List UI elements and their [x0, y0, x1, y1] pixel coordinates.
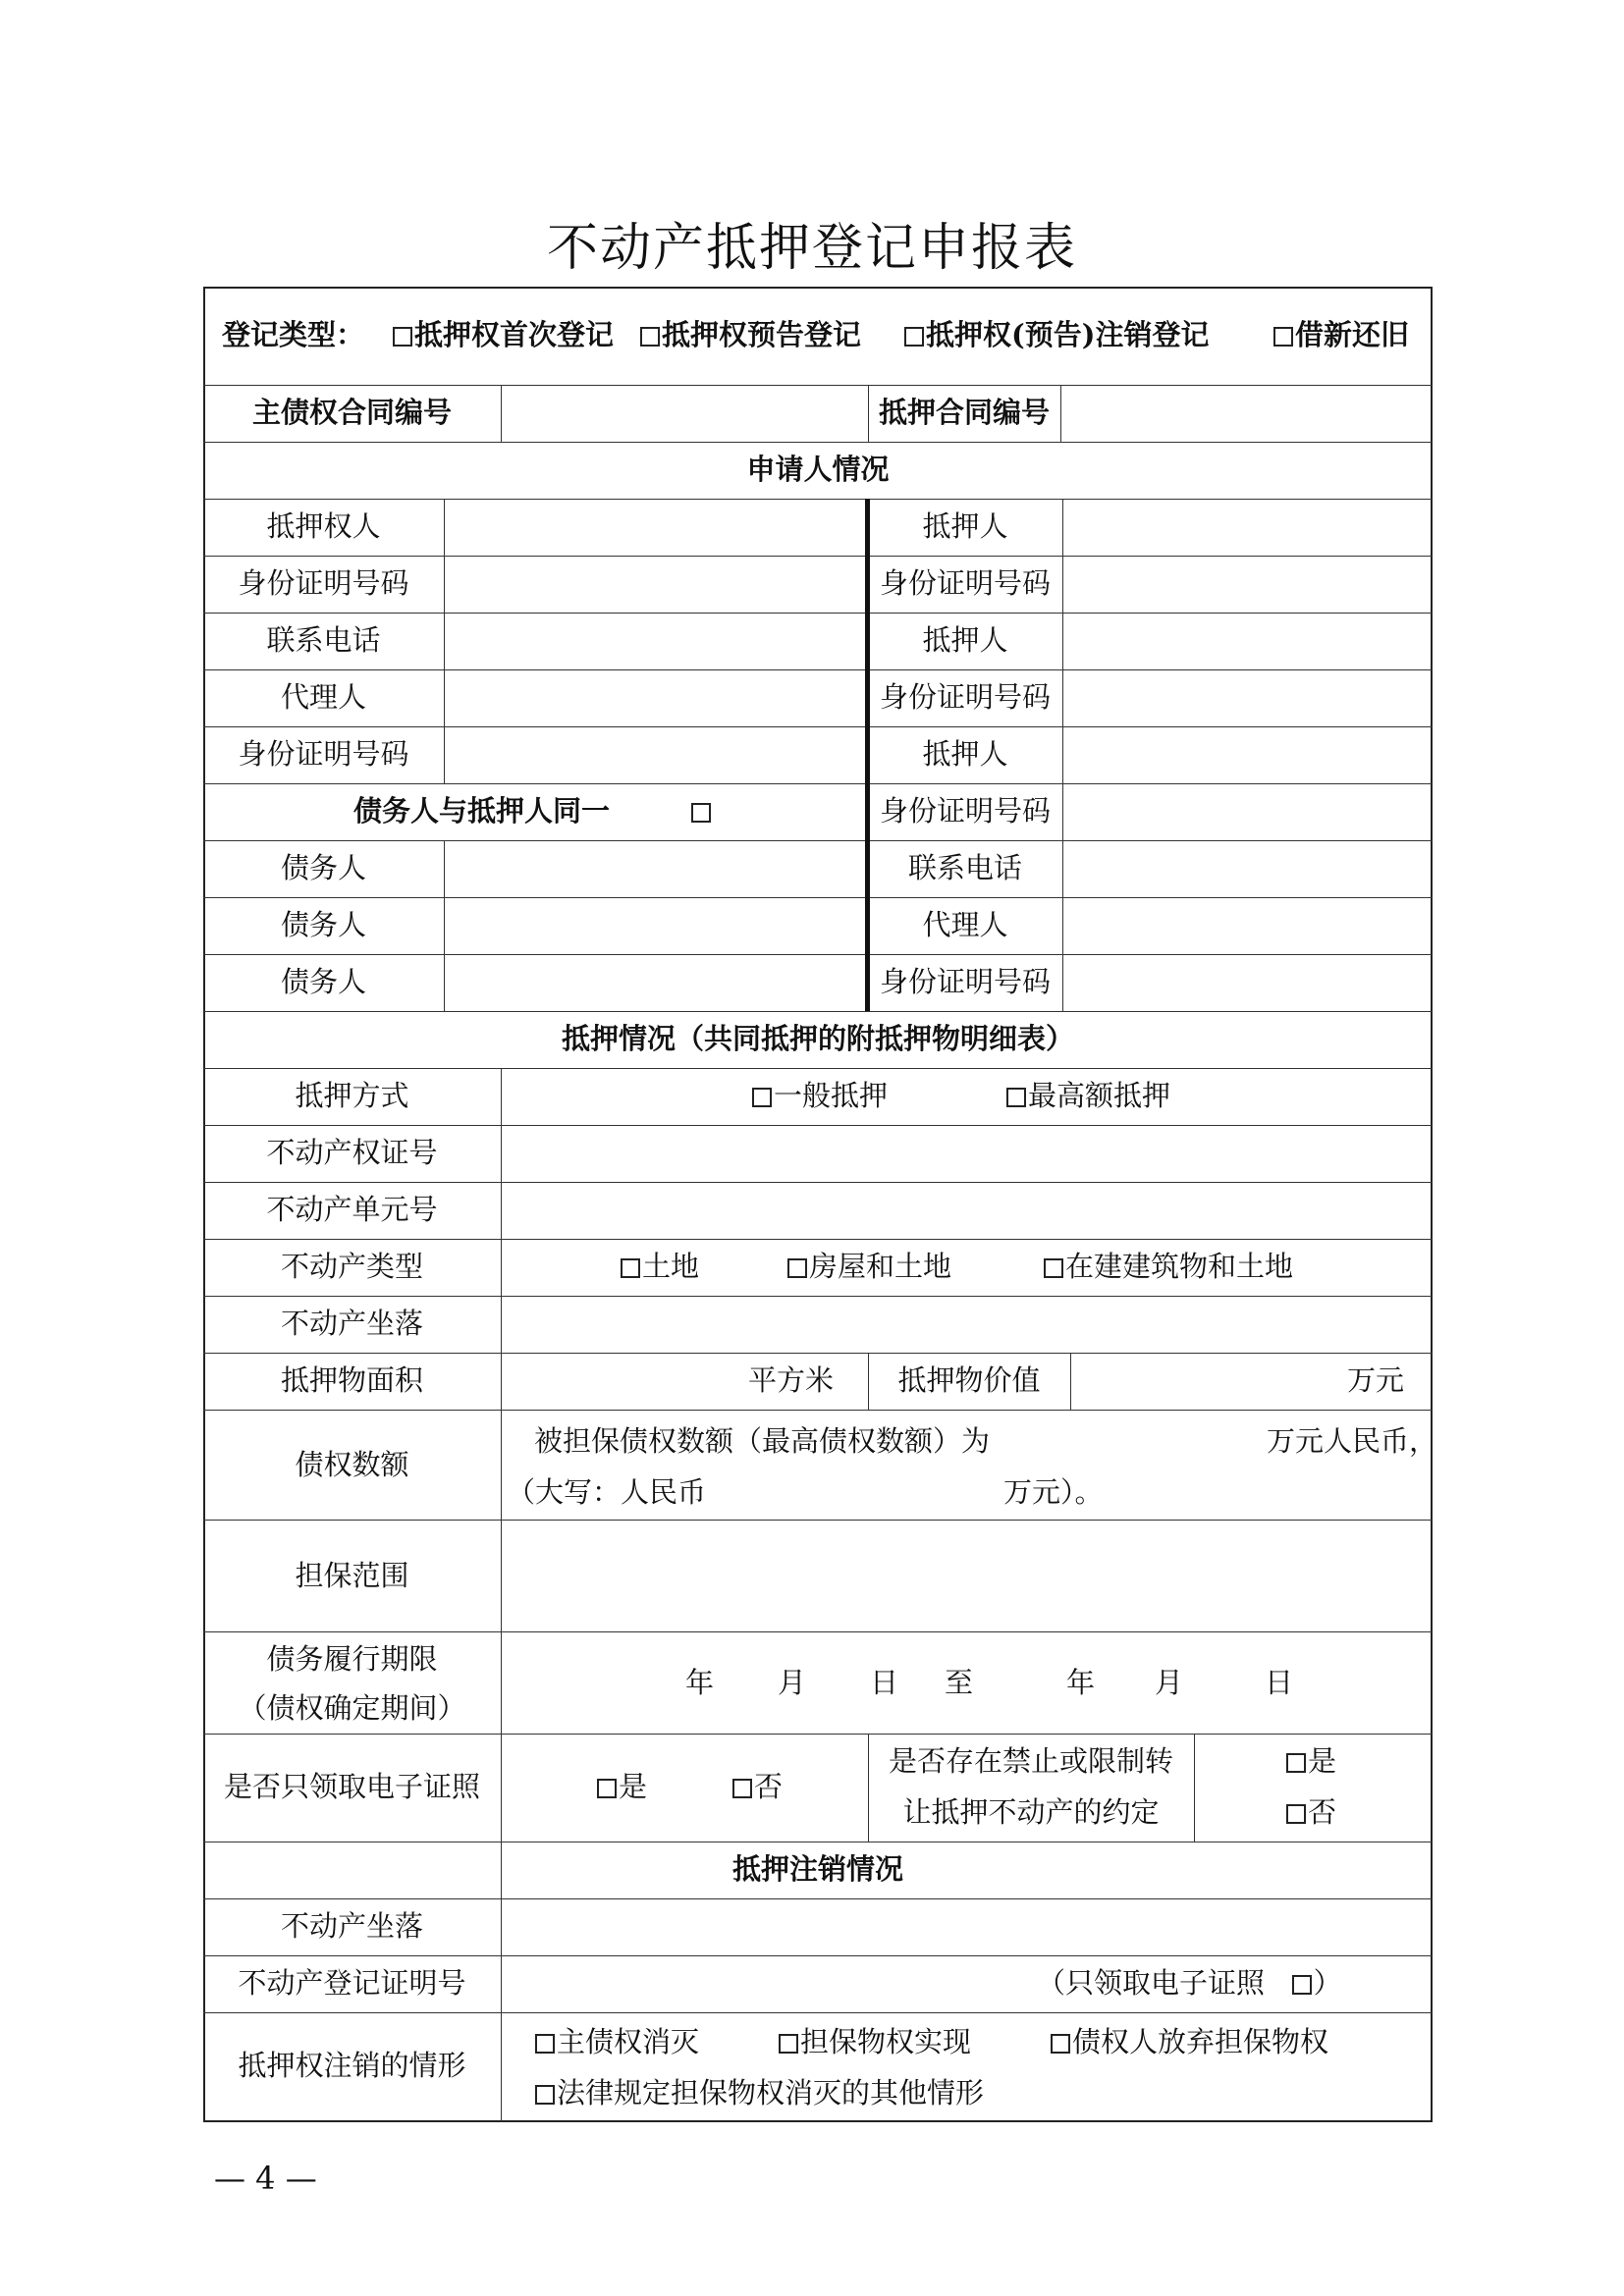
debtor-label: 债务人: [280, 851, 366, 884]
term-end-day: 日: [1265, 1666, 1294, 1699]
phone-label: 联系电话: [266, 623, 381, 657]
row-divider: [203, 954, 1433, 955]
id-number-label: 身份证明号码: [879, 794, 1051, 828]
row-divider: [203, 556, 1433, 557]
restriction-label-2: 让抵押不动产的约定: [902, 1795, 1160, 1829]
value-label: 抵押物价值: [897, 1363, 1041, 1397]
property-unit-label: 不动产单元号: [266, 1193, 438, 1226]
row-divider: [203, 897, 1433, 898]
mortgage-contract-label: 抵押合同编号: [878, 396, 1050, 429]
cancel-ecert-note[interactable]: （只领取电子证照 ）: [1037, 1966, 1342, 2000]
cancel-location-label: 不动产坐落: [280, 1909, 423, 1943]
mortgagor-label: 抵押人: [922, 737, 1008, 771]
ecert-no-option[interactable]: 否: [732, 1773, 783, 1801]
checkbox[interactable]: [1286, 1804, 1306, 1824]
checkbox[interactable]: [1006, 1088, 1026, 1107]
row-divider: [203, 840, 1433, 841]
row-divider: [203, 1734, 1433, 1735]
checkbox[interactable]: [779, 2034, 798, 2054]
checkbox[interactable]: [535, 2085, 555, 2105]
mortgagor-label: 抵押人: [922, 509, 1008, 543]
row-divider: [203, 1353, 1433, 1354]
agent-label: 代理人: [922, 908, 1008, 941]
cancel-reason-label: 抵押权注销的情形: [238, 2049, 466, 2082]
row-divider: [203, 1410, 1433, 1411]
checkbox[interactable]: [904, 327, 924, 347]
debtor-same-label: 债务人与抵押人同一: [353, 794, 611, 828]
checkbox[interactable]: [393, 327, 412, 347]
col-divider: [1062, 499, 1063, 1011]
debtor-label: 债务人: [280, 908, 366, 941]
id-number-label: 身份证明号码: [238, 737, 409, 771]
row-divider: [203, 1011, 1433, 1012]
row-divider: [203, 1239, 1433, 1240]
registration-type-label: 登记类型：: [222, 318, 365, 351]
row-divider: [203, 385, 1433, 386]
row-divider: [203, 442, 1433, 443]
value-unit: 万元: [1347, 1363, 1405, 1397]
col-divider: [1070, 1353, 1071, 1410]
type-construction-option[interactable]: 在建建筑物和土地: [1044, 1253, 1293, 1281]
agent-label: 代理人: [280, 680, 366, 714]
id-number-label: 身份证明号码: [879, 566, 1051, 600]
term-to: 至: [945, 1666, 974, 1699]
term-end-month: 月: [1155, 1666, 1184, 1699]
id-number-label: 身份证明号码: [879, 965, 1051, 998]
property-location-label: 不动产坐落: [280, 1307, 423, 1340]
row-divider: [203, 1520, 1433, 1521]
row-divider: [203, 1125, 1433, 1126]
checkbox[interactable]: [597, 1779, 617, 1798]
checkbox[interactable]: [1051, 2034, 1070, 2054]
mortgagor-label: 抵押人: [922, 623, 1008, 657]
checkbox[interactable]: [732, 1779, 752, 1798]
cancel-section-title: 抵押注销情况: [731, 1852, 903, 1886]
id-number-label: 身份证明号码: [879, 680, 1051, 714]
ecert-only-label: 是否只领取电子证照: [223, 1770, 480, 1803]
checkbox[interactable]: [621, 1258, 640, 1278]
col-divider: [501, 385, 502, 442]
col-divider: [501, 1068, 502, 2122]
term-label: 债务履行期限: [266, 1642, 438, 1676]
property-cert-label: 不动产权证号: [266, 1136, 438, 1169]
amount-caps-b: 万元）。: [1003, 1475, 1104, 1509]
cancel-cert-label: 不动产登记证明号: [238, 1966, 466, 2000]
row-divider: [203, 1068, 1433, 1069]
registration-option-renew[interactable]: 借新还旧: [1273, 321, 1409, 349]
method-general-option[interactable]: 一般抵押: [752, 1082, 888, 1110]
mortgage-method-label: 抵押方式: [295, 1079, 409, 1112]
restriction-yes-option[interactable]: 是: [1286, 1747, 1336, 1776]
row-divider: [203, 1898, 1433, 1899]
checkbox[interactable]: [1044, 1258, 1063, 1278]
col-divider: [444, 499, 445, 783]
mortgage-section-title: 抵押情况（共同抵押的附抵押物明细表）: [561, 1022, 1074, 1055]
row-divider: [203, 1182, 1433, 1183]
amount-label: 债权数额: [295, 1448, 409, 1481]
term-start-year: 年: [685, 1666, 715, 1699]
method-maximum-option[interactable]: 最高额抵押: [1006, 1082, 1170, 1110]
mortgagee-label: 抵押权人: [266, 509, 381, 543]
amount-text-b: 万元人民币，: [1267, 1424, 1438, 1458]
term-sub-label: （债权确定期间）: [238, 1691, 466, 1725]
checkbox[interactable]: [1286, 1753, 1306, 1773]
main-contract-label: 主债权合同编号: [251, 396, 452, 429]
type-land-option[interactable]: 土地: [621, 1253, 699, 1281]
term-start-day: 日: [870, 1666, 899, 1699]
ecert-yes-option[interactable]: 是: [597, 1773, 647, 1801]
page-number: — 4 —: [214, 2160, 317, 2197]
row-divider: [203, 1631, 1433, 1632]
debtor-label: 债务人: [280, 965, 366, 998]
row-divider: [203, 499, 1433, 500]
registration-option-advance[interactable]: 抵押权预告登记: [640, 321, 861, 349]
col-divider: [1194, 1734, 1195, 1842]
reason-security-realized[interactable]: 担保物权实现: [779, 2028, 971, 2056]
debtor-same-checkbox[interactable]: [691, 797, 713, 826]
checkbox[interactable]: [640, 327, 660, 347]
area-label: 抵押物面积: [280, 1363, 423, 1397]
reason-debt-extinguished[interactable]: 主债权消灭: [535, 2028, 699, 2056]
col-divider: [444, 840, 445, 1011]
row-divider: [203, 669, 1433, 670]
checkbox[interactable]: [752, 1088, 772, 1107]
restriction-no-option[interactable]: 否: [1286, 1798, 1336, 1827]
registration-option-cancel[interactable]: 抵押权(预告)注销登记: [904, 321, 1209, 349]
row-divider: [203, 613, 1433, 614]
checkbox[interactable]: [691, 803, 711, 823]
term-start-month: 月: [778, 1666, 807, 1699]
scope-label: 担保范围: [295, 1559, 409, 1592]
checkbox[interactable]: [1273, 327, 1293, 347]
amount-text-a: 被担保债权数额（最高债权数额）为: [534, 1424, 991, 1458]
row-divider: [203, 2012, 1433, 2013]
applicant-section-title: 申请人情况: [746, 453, 890, 486]
reason-other-legal[interactable]: 法律规定担保物权消灭的其他情形: [535, 2079, 984, 2108]
row-divider: [203, 726, 1433, 727]
term-end-year: 年: [1066, 1666, 1096, 1699]
type-house-land-option[interactable]: 房屋和土地: [787, 1253, 951, 1281]
registration-option-first[interactable]: 抵押权首次登记: [393, 321, 614, 349]
checkbox[interactable]: [535, 2034, 555, 2054]
area-unit: 平方米: [748, 1363, 835, 1397]
restriction-label: 是否存在禁止或限制转: [888, 1744, 1173, 1778]
id-number-label: 身份证明号码: [238, 566, 409, 600]
property-type-label: 不动产类型: [280, 1250, 423, 1283]
phone-label: 联系电话: [907, 851, 1022, 884]
checkbox[interactable]: [787, 1258, 807, 1278]
form-title: 不动产抵押登记申报表: [546, 219, 1077, 278]
row-divider: [203, 1955, 1433, 1956]
checkbox[interactable]: [1292, 1975, 1312, 1995]
reason-creditor-waived[interactable]: 债权人放弃担保物权: [1051, 2028, 1328, 2056]
row-divider: [203, 783, 1433, 784]
col-divider: [1060, 385, 1061, 442]
row-divider: [203, 1296, 1433, 1297]
amount-caps-a: （大写：人民币: [507, 1475, 707, 1509]
